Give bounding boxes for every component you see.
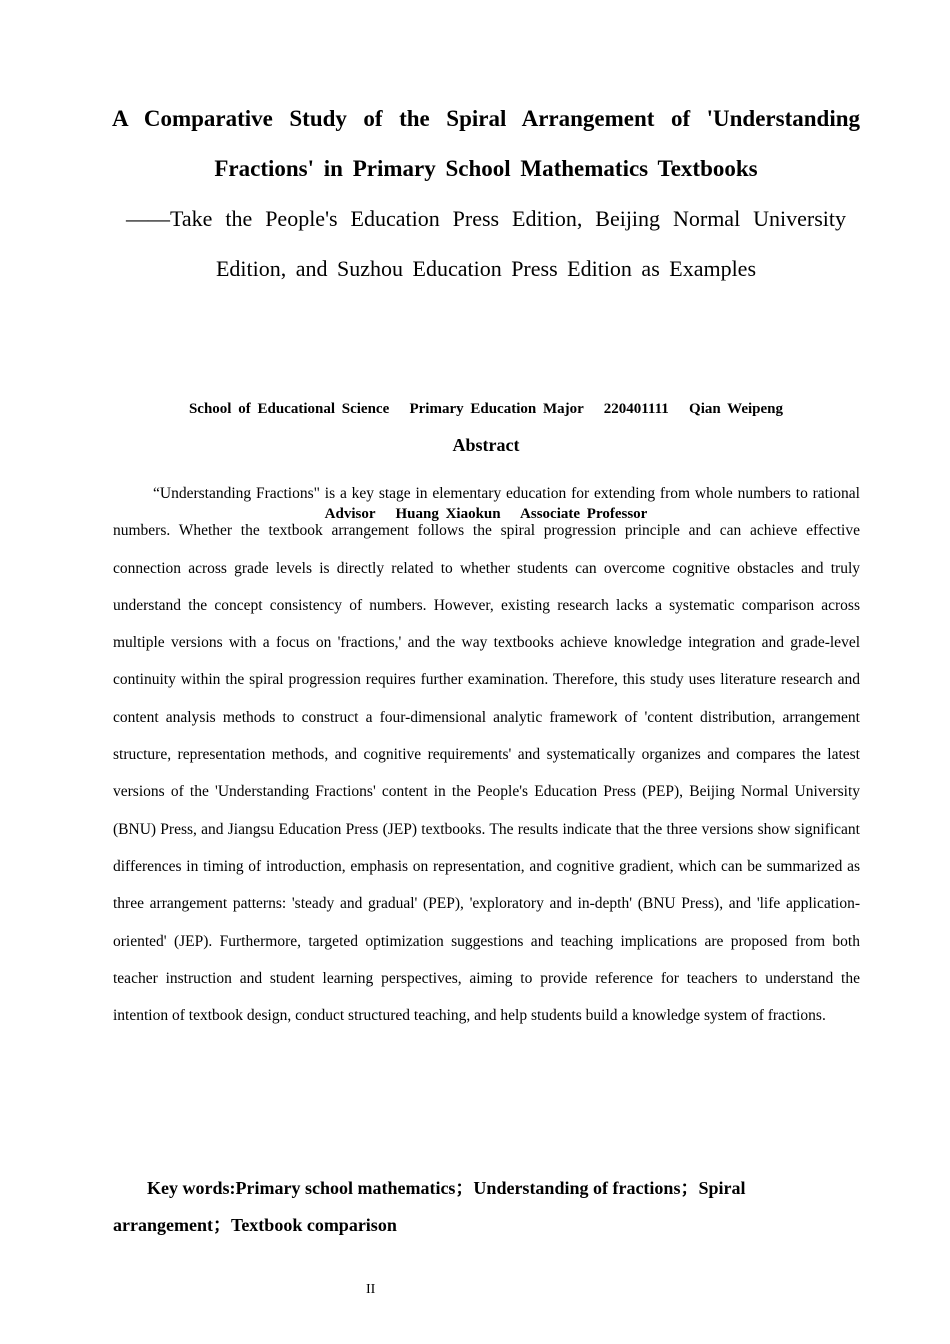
paper-title-line-2: Fractions' in Primary School Mathematics Textbooks (214, 156, 758, 181)
paper-subtitle-line-2: Edition, and Suzhou Education Press Edition as Examples (215, 256, 757, 281)
paper-title-line-1: A Comparative Study of the Spiral Arrangement of 'Understanding (112, 106, 860, 131)
page-number: II (366, 1282, 376, 1297)
title-block (112, 94, 860, 294)
author-line: School of Educational Science Primary Education Major 220401111 Qian Weipeng (188, 401, 784, 417)
paper-subtitle-line-1: ——Take the People's Education Press Edition, Beijing Normal University (126, 206, 846, 231)
abstract-body: “Understanding Fractions" is a key stage in elementary education for extending from whole numbers to rational numbers. Whether the textbook arrangement follows the spiral progression principle and can achieve effective connection across grade levels is directly related to whether students can overcome cognitive obstacles and truly understand the concept consistency of numbers. However, existing research lacks a systematic comparison across multiple versions with a focus on 'fractions,' and the way textbooks achieve knowledge integration and grade-level continuity within the spiral progression requires further examination. Therefore, this study uses literature research and content analysis methods to construct a four-dimensional analytic framework of 'content distribution, arrangement structure, representation methods, and cognitive requirements' and systematically organizes and compares the latest versions of the 'Understanding Fractions' content in the People's Education Press (PEP), Beijing Normal University (BNU) Press, and Jiangsu Education Press (JEP) textbooks. The results indicate that the three versions show significant differences in timing of introduction, emphasis on representation, and cognitive gradient, which can be summarized as three arrangement patterns: 'steady and gradual' (PEP), 'exploratory and in-depth' (BNU Press), and 'life application-oriented' (JEP). Furthermore, targeted optimization suggestions and teaching implications are proposed from both teacher instruction and student learning perspectives, aiming to provide reference for teachers to understand the intention of textbook design, conduct structured teaching, and help students build a knowledge system of fractions. (113, 485, 860, 1025)
keywords: Key words:Primary school mathematics；Understanding of fractions；Spiral arrangement；Textbook comparison (113, 1178, 746, 1235)
advisor-line: Advisor Huang Xiaokun Associate Professor (324, 506, 648, 522)
abstract-heading: Abstract (452, 435, 520, 455)
